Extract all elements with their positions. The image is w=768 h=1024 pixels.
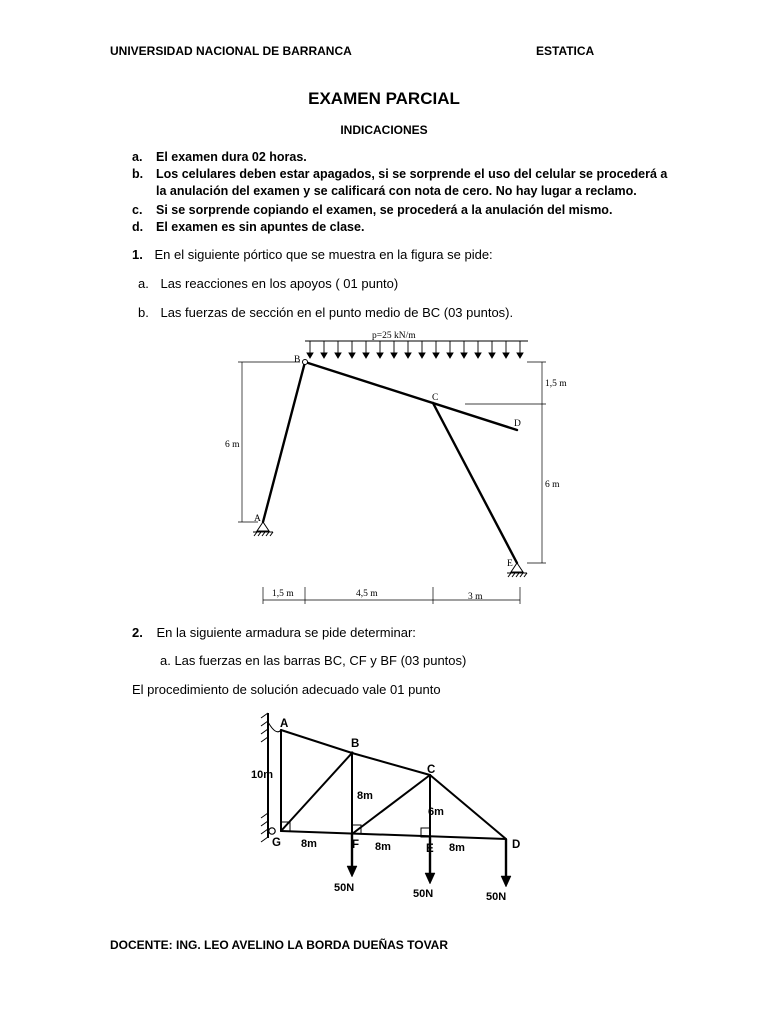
point-loads bbox=[347, 834, 511, 887]
solution-note: El procedimiento de solución adecuado vale 01 punto bbox=[132, 682, 441, 697]
course-name: ESTATICA bbox=[536, 44, 595, 58]
node-label-b: B bbox=[294, 355, 301, 365]
node-label-e: E bbox=[426, 843, 434, 855]
dim-bf: 8m bbox=[357, 790, 373, 802]
load-arrow-head bbox=[501, 876, 511, 887]
node-label-a: A bbox=[280, 718, 289, 730]
university-name: UNIVERSIDAD NACIONAL DE BARRANCA bbox=[110, 44, 352, 58]
load-label: p=25 kN/m bbox=[372, 331, 416, 341]
dim-span-2: 4,5 m bbox=[356, 589, 378, 599]
load-label-e: 50N bbox=[413, 888, 434, 900]
dim-fe: 8m bbox=[375, 841, 391, 853]
dim-top-rise: 1,5 m bbox=[545, 379, 567, 389]
dim-ag: 10m bbox=[251, 769, 274, 781]
truss-members bbox=[281, 730, 506, 839]
member-bc bbox=[352, 753, 430, 775]
list-item-letter: c. bbox=[132, 203, 143, 217]
node-label-c: C bbox=[432, 393, 439, 403]
list-item-text: Si se sorprende copiando el examen, se procederá a la anulación del mismo. bbox=[156, 203, 613, 217]
load-label-d: 50N bbox=[486, 891, 507, 903]
question-number: 1. bbox=[132, 247, 143, 262]
member-ab bbox=[281, 730, 352, 753]
question-number: 2. bbox=[132, 625, 143, 640]
pin-support-g bbox=[269, 828, 275, 834]
part-letter: b. bbox=[138, 305, 149, 320]
part-letter: a. bbox=[138, 276, 149, 291]
node-label-e: E bbox=[507, 559, 513, 569]
node-label-a: A bbox=[254, 514, 261, 524]
dim-ed: 8m bbox=[449, 842, 465, 854]
part-text: Las reacciones en los apoyos ( 01 punto) bbox=[160, 276, 399, 291]
joint-b bbox=[350, 751, 353, 754]
question-text: En la siguiente armadura se pide determinar: bbox=[156, 625, 416, 640]
dim-ce: 6m bbox=[428, 806, 444, 818]
node-label-b: B bbox=[351, 738, 360, 750]
load-label-f: 50N bbox=[334, 882, 355, 894]
dim-right-height: 6 m bbox=[545, 480, 560, 490]
node-label-g: G bbox=[272, 837, 281, 849]
list-item-text: Los celulares deben estar apagados, si se sorprende el uso del celular se procederá a bbox=[156, 167, 668, 181]
question-text: En el siguiente pórtico que se muestra en la figura se pide: bbox=[154, 247, 493, 262]
teacher-name: DOCENTE: ING. LEO AVELINO LA BORDA DUEÑAS TOVAR bbox=[110, 938, 449, 952]
dim-left-height: 6 m bbox=[225, 440, 240, 450]
node-label-f: F bbox=[352, 839, 360, 851]
node-label-c: C bbox=[427, 764, 436, 776]
list-item-letter: a. bbox=[132, 150, 143, 164]
member-fc bbox=[352, 775, 430, 834]
list-item-text: El examen es sin apuntes de clase. bbox=[156, 220, 365, 234]
page-title: EXAMEN PARCIAL bbox=[308, 89, 460, 108]
dim-gf: 8m bbox=[301, 838, 317, 850]
list-item-letter: b. bbox=[132, 167, 144, 181]
dim-span-3: 3 m bbox=[468, 592, 483, 602]
dim-span-1: 1,5 m bbox=[272, 589, 294, 599]
node-label-d: D bbox=[514, 419, 521, 429]
list-item-letter: d. bbox=[132, 220, 144, 234]
member-gb bbox=[281, 753, 352, 831]
list-item-text: la anulación del examen y se calificará con nota de cero. No hay lugar a reclamo. bbox=[156, 184, 637, 198]
load-arrow-head bbox=[347, 866, 357, 877]
question-2-part-a: a. Las fuerzas en las barras BC, CF y BF (03 puntos) bbox=[160, 653, 467, 668]
load-arrow-head bbox=[425, 873, 435, 884]
list-item-text: El examen dura 02 horas. bbox=[156, 150, 307, 164]
part-text: Las fuerzas de sección en el punto medio de BC (03 puntos). bbox=[160, 305, 514, 320]
node-label-d: D bbox=[512, 839, 521, 851]
indications-heading: INDICACIONES bbox=[340, 123, 428, 137]
